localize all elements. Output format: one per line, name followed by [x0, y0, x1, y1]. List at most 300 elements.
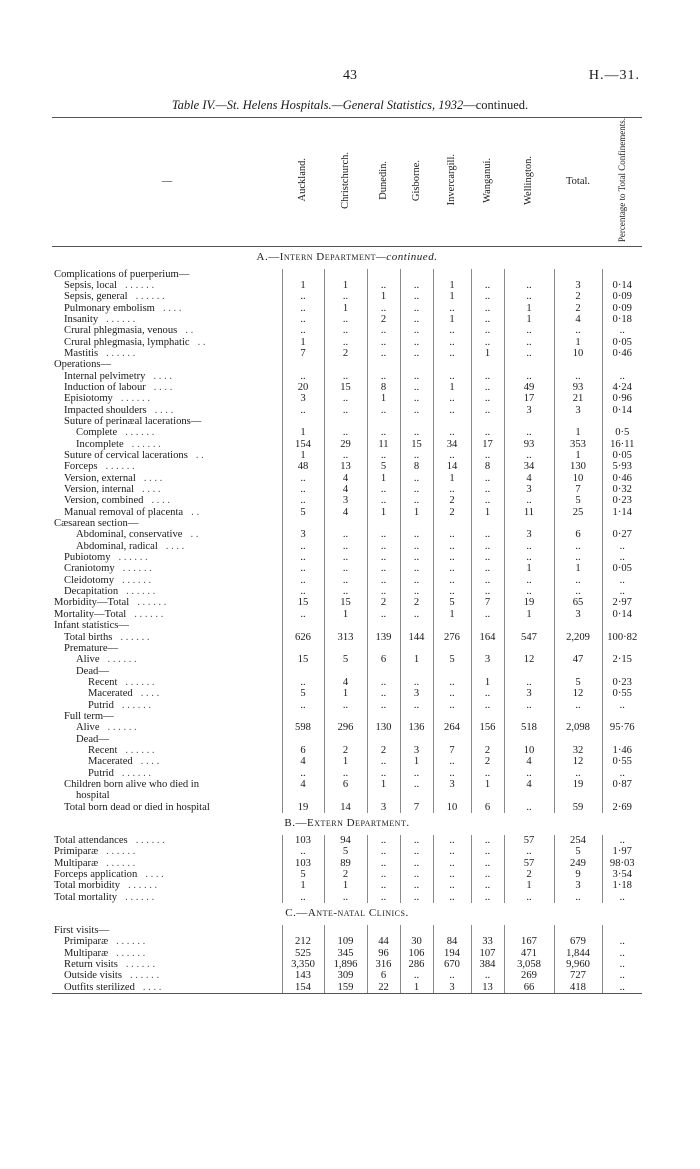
table-cell: [282, 416, 324, 427]
table-cell: 57: [504, 858, 554, 869]
row-label: Multiparæ: [64, 947, 109, 959]
table-cell: ..: [602, 892, 642, 903]
row-label: Mastitis: [64, 347, 99, 359]
table-cell: ..: [471, 314, 504, 325]
row-label: Version, combined: [64, 495, 144, 507]
table-cell: [367, 643, 400, 654]
table-cell: 4·24: [602, 382, 642, 393]
table-cell: ..: [282, 473, 324, 484]
table-cell: [602, 734, 642, 745]
table-cell: ..: [504, 677, 554, 688]
table-cell: [367, 790, 400, 801]
table-cell: ..: [400, 529, 433, 540]
label-column-header: —: [52, 118, 282, 247]
table-row: [52, 756, 642, 767]
table-cell: 1: [367, 507, 400, 518]
table-cell: ..: [602, 970, 642, 981]
table-cell: ..: [433, 371, 471, 382]
table-cell: ..: [433, 688, 471, 699]
table-row: [52, 711, 642, 722]
table-cell: ..: [504, 325, 554, 336]
table-row: [52, 269, 642, 280]
table-cell: [504, 666, 554, 677]
table-cell: [324, 666, 367, 677]
table-cell: 212: [282, 936, 324, 947]
table-row: [52, 325, 642, 336]
table-row: [52, 609, 642, 620]
page-number: 43: [343, 68, 357, 83]
table-cell: 0·05: [602, 563, 642, 574]
table-cell: 2: [471, 745, 504, 756]
table-cell: 103: [282, 858, 324, 869]
table-cell: ..: [504, 291, 554, 302]
table-cell: 19: [282, 802, 324, 813]
table-cell: ..: [471, 700, 504, 711]
table-cell: 5: [324, 846, 367, 857]
table-cell: 154: [282, 439, 324, 450]
table-cell: 4: [504, 756, 554, 767]
table-cell: ..: [433, 325, 471, 336]
table-row: [52, 700, 642, 711]
table-cell: 525: [282, 948, 324, 959]
table-row: [52, 552, 642, 563]
table-cell: 3: [504, 688, 554, 699]
table-cell: 345: [324, 948, 367, 959]
row-label: Total births: [64, 631, 113, 643]
table-cell: [400, 666, 433, 677]
table-cell: 6: [282, 745, 324, 756]
table-cell: ..: [433, 835, 471, 846]
table-cell: ..: [400, 768, 433, 779]
table-cell: [433, 416, 471, 427]
table-cell: 1: [433, 473, 471, 484]
table-cell: 13: [324, 461, 367, 472]
table-cell: [367, 734, 400, 745]
table-cell: ..: [282, 586, 324, 597]
table-cell: 1: [367, 393, 400, 404]
leader-dots: . . . . . .: [116, 936, 146, 948]
table-cell: 22: [367, 982, 400, 994]
table-cell: 2: [400, 597, 433, 608]
table-cell: 94: [324, 835, 367, 846]
table-row: [52, 643, 642, 654]
row-label: Crural phlegmasia, venous: [64, 325, 178, 337]
row-label: Outside visits: [64, 970, 122, 982]
section-heading-row: [52, 813, 642, 835]
row-label: Mortality—Total: [54, 608, 127, 620]
table-row: [52, 745, 642, 756]
row-label: Alive: [76, 722, 100, 734]
leader-dots: . . . . . .: [125, 744, 155, 756]
table-cell: 6: [471, 802, 504, 813]
table-cell: 1·46: [602, 745, 642, 756]
table-cell: 269: [504, 970, 554, 981]
table-cell: ..: [554, 575, 602, 586]
table-cell: 1: [282, 280, 324, 291]
table-cell: [504, 416, 554, 427]
table-cell: [400, 620, 433, 631]
table-cell: 1: [471, 507, 504, 518]
table-cell: 4: [554, 314, 602, 325]
leader-dots: . .: [190, 529, 199, 541]
table-cell: ..: [433, 529, 471, 540]
table-cell: 16·11: [602, 439, 642, 450]
table-cell: ..: [324, 586, 367, 597]
row-label: Version, internal: [64, 484, 135, 496]
table-row: [52, 303, 642, 314]
row-label: Manual removal of placenta: [64, 506, 184, 518]
table-row: [52, 768, 642, 779]
table-cell: 309: [324, 970, 367, 981]
table-cell: 0·14: [602, 405, 642, 416]
table-cell: ..: [400, 586, 433, 597]
table-cell: 59: [554, 802, 602, 813]
table-cell: ..: [471, 970, 504, 981]
table-cell: [400, 925, 433, 936]
leader-dots: . . . . . .: [128, 880, 158, 892]
table-cell: ..: [471, 858, 504, 869]
table-cell: [324, 790, 367, 801]
table-cell: 286: [400, 959, 433, 970]
table-row: [52, 291, 642, 302]
table-cell: 8: [471, 461, 504, 472]
table-cell: [400, 711, 433, 722]
table-cell: ..: [400, 371, 433, 382]
table-cell: 1: [433, 609, 471, 620]
table-cell: ..: [324, 700, 367, 711]
table-cell: 2: [367, 314, 400, 325]
table-cell: 5: [554, 846, 602, 857]
table-cell: [433, 734, 471, 745]
table-cell: ..: [400, 484, 433, 495]
table-cell: [367, 416, 400, 427]
row-label: hospital: [76, 790, 110, 802]
table-cell: ..: [367, 688, 400, 699]
table-cell: ..: [471, 291, 504, 302]
row-label: Return visits: [64, 959, 118, 971]
table-cell: [602, 925, 642, 936]
table-cell: ..: [324, 393, 367, 404]
table-cell: 5: [433, 654, 471, 665]
table-cell: 547: [504, 632, 554, 643]
table-cell: ..: [471, 563, 504, 574]
table-cell: 130: [367, 722, 400, 733]
row-label: Forceps application: [54, 869, 138, 881]
table-cell: 2: [504, 869, 554, 880]
table-row: [52, 835, 642, 846]
table-cell: 3: [400, 688, 433, 699]
table-cell: [602, 711, 642, 722]
table-cell: ..: [324, 325, 367, 336]
table-cell: ..: [367, 280, 400, 291]
table-cell: 107: [471, 948, 504, 959]
table-cell: 17: [504, 393, 554, 404]
table-cell: 106: [400, 948, 433, 959]
table-cell: [400, 734, 433, 745]
table-cell: 249: [554, 858, 602, 869]
table-title-suffix: —continued.: [463, 98, 529, 112]
table-cell: ..: [602, 700, 642, 711]
table-cell: ..: [282, 677, 324, 688]
table-cell: 5: [367, 461, 400, 472]
leader-dots: . . . . . .: [106, 347, 136, 359]
table-cell: [471, 643, 504, 654]
table-cell: ..: [433, 337, 471, 348]
column-header-row: [52, 118, 642, 247]
leader-dots: . . . .: [140, 756, 160, 768]
table-cell: ..: [282, 495, 324, 506]
row-label: Internal pelvimetry: [64, 370, 146, 382]
table-cell: 0·46: [602, 473, 642, 484]
leader-dots: . . . . . .: [129, 970, 160, 982]
table-cell: ..: [367, 303, 400, 314]
leader-dots: . . . .: [153, 381, 173, 393]
table-row: [52, 348, 642, 359]
row-label: Recent: [88, 744, 118, 756]
table-row: [52, 416, 642, 427]
leader-dots: . . . .: [165, 540, 185, 552]
table-cell: 5: [324, 654, 367, 665]
table-cell: ..: [367, 835, 400, 846]
table-cell: 1: [471, 779, 504, 790]
table-cell: 5: [282, 869, 324, 880]
table-cell: 93: [504, 439, 554, 450]
table-cell: 1: [504, 880, 554, 891]
table-row: [52, 405, 642, 416]
table-cell: [324, 925, 367, 936]
table-cell: ..: [602, 575, 642, 586]
table-cell: ..: [324, 529, 367, 540]
row-label: Outfits sterilized: [64, 981, 135, 993]
row-label: Total attendances: [54, 835, 128, 847]
table-cell: 9: [554, 869, 602, 880]
table-cell: ..: [433, 846, 471, 857]
table-cell: [324, 643, 367, 654]
table-cell: 2·15: [602, 654, 642, 665]
table-cell: [602, 790, 642, 801]
table-cell: 66: [504, 982, 554, 994]
row-label: Suture of cervical lacerations: [64, 450, 188, 462]
table-cell: [282, 620, 324, 631]
table-cell: 2,098: [554, 722, 602, 733]
table-cell: [282, 666, 324, 677]
table-cell: [471, 925, 504, 936]
table-cell: [504, 711, 554, 722]
table-cell: 418: [554, 982, 602, 994]
table-cell: 156: [471, 722, 504, 733]
table-cell: ..: [400, 450, 433, 461]
table-cell: ..: [400, 880, 433, 891]
table-cell: [504, 518, 554, 529]
table-cell: 1: [367, 779, 400, 790]
table-cell: ..: [400, 348, 433, 359]
table-cell: ..: [400, 835, 433, 846]
table-cell: ..: [433, 700, 471, 711]
table-cell: [400, 518, 433, 529]
table-cell: ..: [400, 314, 433, 325]
row-label: Insanity: [64, 313, 99, 325]
table-row: [52, 382, 642, 393]
table-cell: ..: [471, 835, 504, 846]
table-cell: ..: [282, 892, 324, 903]
table-cell: ..: [367, 858, 400, 869]
table-cell: ..: [471, 382, 504, 393]
table-cell: [324, 416, 367, 427]
table-cell: 14: [433, 461, 471, 472]
table-row: [52, 677, 642, 688]
table-cell: 3: [471, 654, 504, 665]
table-cell: ..: [471, 529, 504, 540]
table-cell: ..: [471, 427, 504, 438]
table-cell: 316: [367, 959, 400, 970]
table-cell: 15: [324, 382, 367, 393]
table-cell: ..: [367, 484, 400, 495]
table-cell: 3: [554, 405, 602, 416]
table-cell: 3: [554, 280, 602, 291]
leader-dots: . . . . . .: [118, 552, 148, 564]
table-cell: 6: [554, 529, 602, 540]
table-row: [52, 722, 642, 733]
row-label: Complete: [76, 427, 118, 439]
table-cell: 0·96: [602, 393, 642, 404]
table-cell: 10: [554, 473, 602, 484]
table-cell: 20: [282, 382, 324, 393]
table-cell: 6: [324, 779, 367, 790]
table-cell: ..: [471, 609, 504, 620]
table-cell: 4: [282, 756, 324, 767]
table-cell: ..: [504, 802, 554, 813]
table-cell: ..: [324, 563, 367, 574]
leader-dots: . . . . . .: [126, 586, 156, 598]
table-cell: ..: [554, 552, 602, 563]
table-row: [52, 393, 642, 404]
table-cell: ..: [433, 552, 471, 563]
table-cell: ..: [367, 768, 400, 779]
table-cell: 3: [554, 880, 602, 891]
leader-dots: . . . . . .: [120, 393, 150, 405]
table-row: [52, 880, 642, 891]
table-row: [52, 802, 642, 813]
table-cell: 5: [282, 507, 324, 518]
table-row: [52, 869, 642, 880]
leader-dots: . . . . . .: [125, 891, 155, 903]
table-cell: [367, 666, 400, 677]
table-cell: 3: [433, 982, 471, 994]
row-label: Cæsarean section—: [54, 518, 139, 530]
table-cell: ..: [471, 688, 504, 699]
table-cell: 2·69: [602, 802, 642, 813]
table-cell: ..: [367, 405, 400, 416]
table-row: [52, 439, 642, 450]
table-cell: 103: [282, 835, 324, 846]
table-cell: 3: [504, 405, 554, 416]
table-cell: ..: [433, 575, 471, 586]
table-cell: 1: [554, 337, 602, 348]
table-cell: ..: [433, 880, 471, 891]
table-cell: ..: [602, 586, 642, 597]
table-cell: ..: [282, 575, 324, 586]
table-cell: ..: [554, 768, 602, 779]
table-row: [52, 484, 642, 495]
table-cell: 626: [282, 632, 324, 643]
table-cell: 313: [324, 632, 367, 643]
table-cell: ..: [282, 846, 324, 857]
table-cell: [433, 359, 471, 370]
table-cell: 15: [400, 439, 433, 450]
table-title: [0, 98, 700, 113]
section-heading-row: [52, 903, 642, 925]
table-row: [52, 970, 642, 981]
table-cell: ..: [400, 563, 433, 574]
table-cell: ..: [367, 348, 400, 359]
leader-dots: . . . .: [142, 981, 162, 993]
table-cell: 1·18: [602, 880, 642, 891]
table-cell: [324, 734, 367, 745]
row-label: Total morbidity: [54, 880, 121, 892]
table-cell: ..: [471, 484, 504, 495]
table-row: [52, 586, 642, 597]
row-label: Children born alive who died in: [64, 778, 200, 790]
table-cell: 8: [400, 461, 433, 472]
table-cell: [504, 734, 554, 745]
table-cell: ..: [367, 586, 400, 597]
table-row: [52, 779, 642, 790]
table-cell: 3,350: [282, 959, 324, 970]
table-cell: 12: [504, 654, 554, 665]
table-cell: ..: [282, 314, 324, 325]
table-row: [52, 507, 642, 518]
table-cell: 15: [324, 597, 367, 608]
table-cell: ..: [282, 484, 324, 495]
table-cell: [471, 711, 504, 722]
table-cell: 2: [433, 507, 471, 518]
table-cell: ..: [471, 405, 504, 416]
table-row: [52, 314, 642, 325]
table-cell: 3: [433, 779, 471, 790]
table-cell: [504, 359, 554, 370]
table-cell: [324, 518, 367, 529]
table-cell: ..: [400, 779, 433, 790]
table-cell: 1: [433, 291, 471, 302]
table-cell: 30: [400, 936, 433, 947]
table-cell: 144: [400, 632, 433, 643]
table-row: [52, 495, 642, 506]
table-cell: [400, 359, 433, 370]
table-cell: 3: [504, 529, 554, 540]
table-cell: [504, 925, 554, 936]
table-cell: ..: [324, 314, 367, 325]
table-cell: [282, 790, 324, 801]
table-cell: ..: [433, 858, 471, 869]
leader-dots: . . . . . .: [135, 291, 165, 303]
table-cell: ..: [433, 405, 471, 416]
table-cell: 727: [554, 970, 602, 981]
row-label: Impacted shoulders: [64, 404, 147, 416]
table-cell: 98·03: [602, 858, 642, 869]
table-cell: [554, 643, 602, 654]
table-cell: ..: [433, 563, 471, 574]
table-cell: 2,209: [554, 632, 602, 643]
table-cell: ..: [433, 677, 471, 688]
section-heading-row: [52, 246, 642, 269]
table-cell: [282, 925, 324, 936]
table-cell: 0·05: [602, 450, 642, 461]
row-label: Sepsis, local: [64, 279, 117, 291]
row-label: Operations—: [54, 359, 112, 371]
table-cell: 1: [433, 382, 471, 393]
table-cell: 93: [554, 382, 602, 393]
table-cell: ..: [324, 552, 367, 563]
